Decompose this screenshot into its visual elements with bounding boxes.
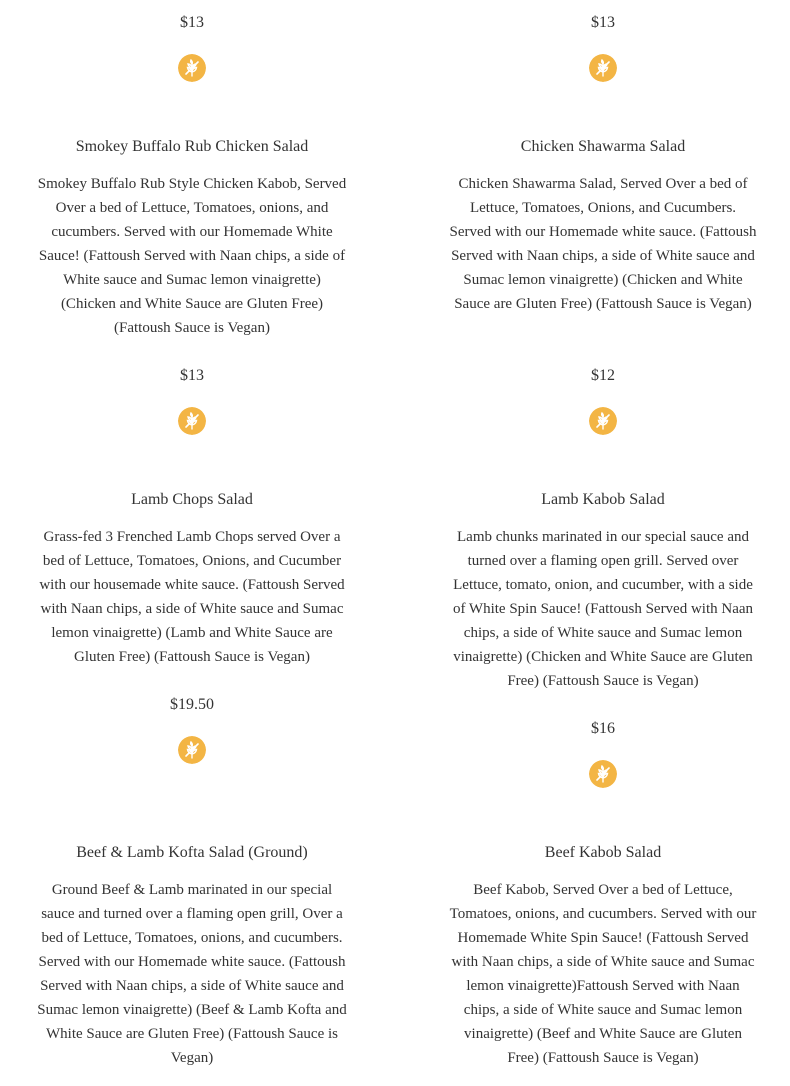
item-title[interactable]: Lamb Kabob Salad (541, 491, 665, 508)
item-description: Beef Kabob, Served Over a bed of Lettuce, Tomatoes, onions, and cucumbers. Served with our Homemade White Spin Sauce! (Fattoush Served with Naan chips, a side of White sauce and Sumac lemon vinaigrette)Fattoush Served with Naan chips, a side of White sauce and Sumac lemon vinaigrette) (Beef and White Sauce are Gluten Free) (Fattoush Sauce is Vegan) (449, 882, 757, 1066)
item-price: $16 (591, 720, 615, 737)
gluten-free-wheat-icon (589, 407, 617, 435)
gluten-free-wheat-icon (178, 54, 206, 82)
item-title[interactable]: Chicken Shawarma Salad (520, 138, 686, 155)
item-title[interactable]: Lamb Chops Salad (131, 491, 253, 508)
item-description: Grass-fed 3 Frenched Lamb Chops served Over a bed of Lettuce, Tomatoes, Onions, and Cucumber with our housemade white sauce. (Fattoush Served with Naan chips, a side of White sauce and Sumac lemon vinaigrette) (Lamb and White Sauce are Gluten Free) (Fattoush Sauce is Vegan) (39, 529, 345, 665)
item-title[interactable]: Beef Kabob Salad (544, 844, 662, 861)
gluten-free-wheat-icon (178, 407, 206, 435)
item-description: Chicken Shawarma Salad, Served Over a bed of Lettuce, Tomatoes, Onions, and Cucumbers. Served with our Homemade white sauce. (Fattoush Served with Naan chips, a side of White sauce and Sumac lemon vinaigrette) (Chicken and White Sauce are Gluten Free) (Fattoush Sauce is Vegan) (449, 176, 757, 312)
item-description: Lamb chunks marinated in our special sauce and turned over a flaming open grill. Served over Lettuce, tomato, onion, and cucumber, with a side of White Spin Sauce! (Fattoush Served with Naan chips, a side of White sauce and Sumac lemon vinaigrette) (Chicken and White Sauce are Gluten Free) (Fattoush Sauce is Vegan) (452, 529, 754, 689)
gluten-free-wheat-icon (589, 54, 617, 82)
item-description: Smokey Buffalo Rub Style Chicken Kabob, Served Over a bed of Lettuce, Tomatoes, onions, and cucumbers. Served with our Homemade White Sauce! (Fattoush Served with Naan chips, a side of White sauce and Sumac lemon vinaigrette) (Chicken and White Sauce are Gluten Free) (Fattoush Sauce is Vegan) (37, 176, 347, 336)
item-title[interactable]: Beef & Lamb Kofta Salad (Ground) (76, 844, 308, 861)
item-title[interactable]: Smokey Buffalo Rub Chicken Salad (75, 138, 309, 155)
item-price: $12 (591, 367, 615, 384)
item-price: $13 (591, 14, 615, 31)
gluten-free-wheat-icon (178, 736, 206, 764)
item-price: $13 (180, 14, 204, 31)
item-description: Ground Beef & Lamb marinated in our special sauce and turned over a flaming open grill, Over a bed of Lettuce, Tomatoes, onions, and cucumbers. Served with our Homemade white sauce. (Fattoush Served with Naan chips, a side of White sauce and Sumac lemon vinaigrette) (Beef & Lamb Kofta and White Sauce are Gluten Free) (Fattoush Sauce is Vegan) (37, 882, 347, 1066)
item-price: $19.50 (170, 696, 214, 713)
gluten-free-wheat-icon (589, 760, 617, 788)
item-price: $13 (180, 367, 204, 384)
